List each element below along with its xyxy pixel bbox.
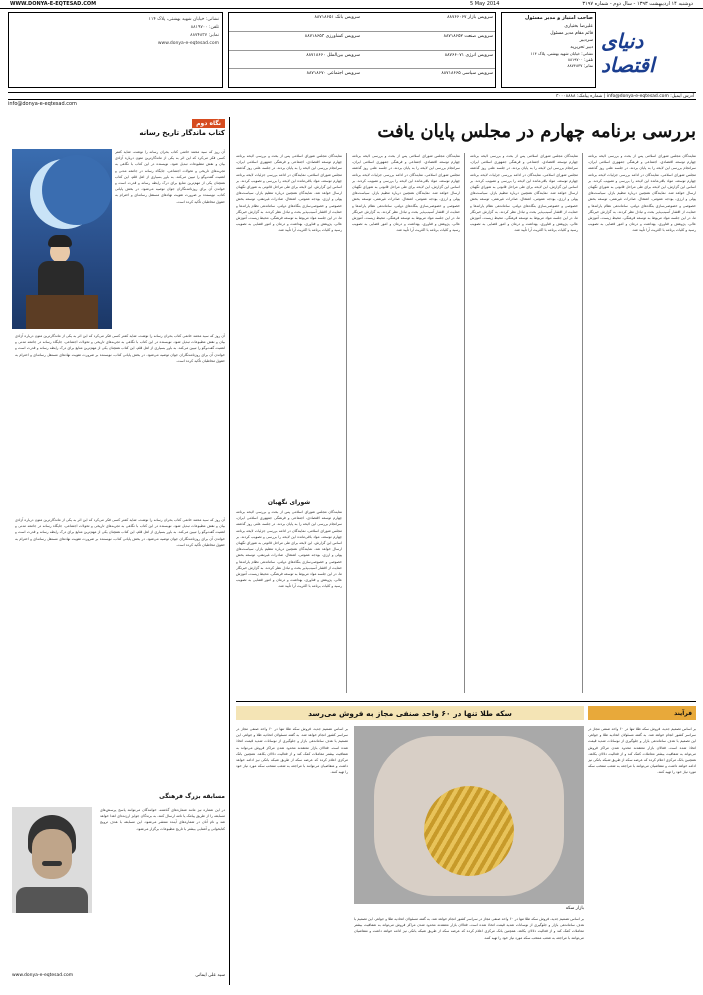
sidebar-body-top: آن روز که سید محمد خاتمی کتاب بحران رسانه را نوشت، شاید کمتر کسی فکر می‌کرد که این اثر به یکی از ماندگارترین متون درباره آزادی بیان و نقش مطبوعات تبدیل شود. نویسنده در این کتاب با نگاهی به تجربه‌های تاریخی و تحولات اجتماعی، جایگاه رسانه در جامعه مدنی و اهمیت گفت‌وگو را تبیین می‌کند. به باور بسیاری از اهل قلم، این کتاب همچنان یکی از مهم‌ترین منابع برای درک رابطه رسانه و قدرت است و خواندن آن برای روزنامه‌نگاران جوان توصیه می‌شود. در بخش پایانی کتاب، نویسنده بر ضرورت تقویت نهادهای مستقل رسانه‌ای و احترام به حقوق مخاطبان تأکید کرده است. — [115, 150, 225, 204]
info-bar — [8, 92, 696, 100]
phone-label-1: سرویس بازار — [467, 15, 493, 20]
phone-label-2: سرویس بانک — [335, 15, 360, 20]
sidebar-bottom-photo — [12, 807, 92, 913]
coin-title: سکه طلا تنها در ۶۰ واحد صنفی مجاز به فروش می‌رسد — [308, 708, 512, 718]
col-sep-2 — [464, 153, 465, 693]
sidebar-tag-text: نگاه دوم — [196, 120, 221, 127]
editor-name-4: دبیر تحریریه — [570, 45, 593, 50]
phone-3: ۸۸۷۱۸۶۵۲ — [443, 33, 463, 39]
phone-1: ۸۸۷۶۶۰۶۷ — [447, 15, 467, 20]
editor-box — [501, 12, 596, 88]
coin-tag — [588, 706, 696, 720]
editor-name-1: علیرضا بختیاری — [564, 24, 593, 29]
subhead-council: شورای نگهبان — [267, 499, 311, 506]
coin-photo-caption: بازار سکه — [565, 906, 584, 911]
left-contact-3: نمابر: ۸۸۷۴۸۳۷ — [190, 33, 219, 38]
editor-name-3: سردبیر — [579, 38, 593, 43]
coin-col-left: بر اساس تصمیم جدید، فروش سکه طلا تنها در ۶۰ واحد صنفی مجاز در سراسر کشور انجام خواهد شد. به گفته مسئولان اتحادیه طلا و جواهر، این تصمیم با هدف ساماندهی بازار و جلوگیری از نوسانات شدید قیمت اتخاذ شده است. فعالان بازار معتقدند محدود شدن مراکز فروش می‌تواند به شفافیت بیشتر معاملات کمک کند و از فعالیت دلالان بکاهد. همچنین بانک مرکزی اعلام کرده که عرضه سکه از طریق شبکه بانکی نیز ادامه خواهد داشت و متقاضیان می‌توانند با مراجعه به شعب منتخب سکه مورد نیاز خود را تهیه کنند. — [236, 727, 348, 775]
left-contact-1: نشانی: خیابان شهید بهشتی، پلاک ۱۱۴ — [148, 17, 219, 22]
col-sep-3 — [346, 153, 347, 693]
main-article — [236, 117, 696, 695]
logo-text: دنیای اقتصاد — [601, 29, 655, 77]
coin-tag-text: فرآیند — [674, 709, 692, 717]
main-col-3: نمایندگان مجلس شورای اسلامی پس از بحث و بررسی لایحه برنامه چهارم توسعه اقتصادی، اجتماعی و فرهنگی جمهوری اسلامی ایران، سرانجام بررسی این لایحه را به پایان بردند. در جلسه علنی روز گذشته مجلس شورای اسلامی، نمایندگان در ادامه بررسی جزئیات لایحه برنامه چهارم توسعه، مواد باقی‌مانده این لایحه را بررسی و تصویب کردند. بر اساس این گزارش، این لایحه برای طی مراحل قانونی به شورای نگهبان ارسال خواهد شد. نمایندگان همچنین درباره تنظیم بازار، سیاست‌های پولی و ارزی، بودجه عمومی، اشتغال، صادرات غیرنفتی، توسعه بخش خصوصی و خصوصی‌سازی بنگاه‌های دولتی، ساماندهی نظام یارانه‌ها و حمایت از اقشار آسیب‌پذیر بحث و تبادل نظر کردند. به گزارش خبرنگار ما، در این جلسه مواد مربوط به توسعه فرهنگی، محیط زیست، آموزش عالی، پژوهش و فناوری، بهداشت و درمان و امور قضایی به تصویب رسید و کلیات برنامه با اکثریت آرا تأیید شد. — [352, 154, 460, 233]
main-col-4b: نمایندگان مجلس شورای اسلامی پس از بحث و بررسی لایحه برنامه چهارم توسعه اقتصادی، اجتماعی و فرهنگی جمهوری اسلامی ایران، سرانجام بررسی این لایحه را به پایان بردند. در جلسه علنی روز گذشته مجلس شورای اسلامی، نمایندگان در ادامه بررسی جزئیات لایحه برنامه چهارم توسعه، مواد باقی‌مانده این لایحه را بررسی و تصویب کردند. بر اساس این گزارش، این لایحه برای طی مراحل قانونی به شورای نگهبان ارسال خواهد شد. نمایندگان همچنین درباره تنظیم بازار، سیاست‌های پولی و ارزی، بودجه عمومی، اشتغال، صادرات غیرنفتی، توسعه بخش خصوصی و خصوصی‌سازی بنگاه‌های دولتی، ساماندهی نظام یارانه‌ها و حمایت از اقشار آسیب‌پذیر بحث و تبادل نظر کردند. به گزارش خبرنگار ما، در این جلسه مواد مربوط به توسعه فرهنگی، محیط زیست، آموزش عالی، پژوهش و فناوری، بهداشت و درمان و امور قضایی به تصویب رسید و کلیات برنامه با اکثریت آرا تأیید شد. — [236, 510, 342, 589]
photo-coin-stack — [424, 786, 514, 876]
left-contact-2: تلفن: ۸۸۱۹۷۰۰ — [190, 25, 219, 30]
sidebar-bottom-body: در این شماره نیز مانند شماره‌های گذشته، خوانندگان می‌توانند پاسخ پرسش‌های مسابقه را از طریق پیامک یا نامه ارسال کنند. به برندگان جوایز ارزنده‌ای اهدا خواهد شد و نام آنان در شماره‌های آینده منتشر می‌شود. این مسابقه با هدف ترویج کتابخوانی و آشنایی بیشتر با تاریخ مطبوعات برگزار می‌شود. — [100, 808, 225, 831]
main-col-2: نمایندگان مجلس شورای اسلامی پس از بحث و بررسی لایحه برنامه چهارم توسعه اقتصادی، اجتماعی و فرهنگی جمهوری اسلامی ایران، سرانجام بررسی این لایحه را به پایان بردند. در جلسه علنی روز گذشته مجلس شورای اسلامی، نمایندگان در ادامه بررسی جزئیات لایحه برنامه چهارم توسعه، مواد باقی‌مانده این لایحه را بررسی و تصویب کردند. بر اساس این گزارش، این لایحه برای طی مراحل قانونی به شورای نگهبان ارسال خواهد شد. نمایندگان همچنین درباره تنظیم بازار، سیاست‌های پولی و ارزی، بودجه عمومی، اشتغال، صادرات غیرنفتی، توسعه بخش خصوصی و خصوصی‌سازی بنگاه‌های دولتی، ساماندهی نظام یارانه‌ها و حمایت از اقشار آسیب‌پذیر بحث و تبادل نظر کردند. به گزارش خبرنگار ما، در این جلسه مواد مربوط به توسعه فرهنگی، محیط زیست، آموزش عالی، پژوهش و فناوری، بهداشت و درمان و امور قضایی به تصویب رسید و کلیات برنامه با اکثریت آرا تأیید شد. — [470, 154, 578, 233]
col-sep-1 — [582, 153, 583, 693]
photo-person-turban — [48, 235, 72, 247]
main-col-4a: نمایندگان مجلس شورای اسلامی پس از بحث و بررسی لایحه برنامه چهارم توسعه اقتصادی، اجتماعی و فرهنگی جمهوری اسلامی ایران، سرانجام بررسی این لایحه را به پایان بردند. در جلسه علنی روز گذشته مجلس شورای اسلامی، نمایندگان در ادامه بررسی جزئیات لایحه برنامه چهارم توسعه، مواد باقی‌مانده این لایحه را بررسی و تصویب کردند. بر اساس این گزارش، این لایحه برای طی مراحل قانونی به شورای نگهبان ارسال خواهد شد. نمایندگان همچنین درباره تنظیم بازار، سیاست‌های پولی و ارزی، بودجه عمومی، اشتغال، صادرات غیرنفتی، توسعه بخش خصوصی و خصوصی‌سازی بنگاه‌های دولتی، ساماندهی نظام یارانه‌ها و حمایت از اقشار آسیب‌پذیر بحث و تبادل نظر کردند. به گزارش خبرنگار ما، در این جلسه مواد مربوط به توسعه فرهنگی، محیط زیست، آموزش عالی، پژوهش و فناوری، بهداشت و درمان و امور قضایی به تصویب رسید و کلیات برنامه با اکثریت آرا تأیید شد. — [236, 154, 342, 233]
left-contact-4[interactable]: www.donya-e-eqtesad.com — [157, 41, 219, 46]
coin-photo — [354, 726, 584, 904]
bottom-photo-mustache — [42, 861, 62, 866]
left-contact-block — [8, 12, 223, 88]
contact-3: نمابر: ۸۸۷۴۸۳۷ — [567, 63, 593, 68]
main-col-1: نمایندگان مجلس شورای اسلامی پس از بحث و بررسی لایحه برنامه چهارم توسعه اقتصادی، اجتماعی و فرهنگی جمهوری اسلامی ایران، سرانجام بررسی این لایحه را به پایان بردند. در جلسه علنی روز گذشته مجلس شورای اسلامی، نمایندگان در ادامه بررسی جزئیات لایحه برنامه چهارم توسعه، مواد باقی‌مانده این لایحه را بررسی و تصویب کردند. بر اساس این گزارش، این لایحه برای طی مراحل قانونی به شورای نگهبان ارسال خواهد شد. نمایندگان همچنین درباره تنظیم بازار، سیاست‌های پولی و ارزی، بودجه عمومی، اشتغال، صادرات غیرنفتی، توسعه بخش خصوصی و خصوصی‌سازی بنگاه‌های دولتی، ساماندهی نظام یارانه‌ها و حمایت از اقشار آسیب‌پذیر بحث و تبادل نظر کردند. به گزارش خبرنگار ما، در این جلسه مواد مربوط به توسعه فرهنگی، محیط زیست، آموزش عالی، پژوهش و فناوری، بهداشت و درمان و امور قضایی به تصویب رسید و کلیات برنامه با اکثریت آرا تأیید شد. — [588, 154, 696, 233]
masthead — [8, 12, 696, 107]
sidebar-title: کتاب ماندگار تاریخ رسانه — [139, 129, 225, 137]
sidebar-photo — [12, 149, 112, 329]
contact-1: نشانی: خیابان شهید بهشتی، پلاک ۱۱۴ — [530, 51, 593, 56]
phone-label-8: سرویس اجتماعی — [327, 71, 360, 77]
bottom-photo-face — [32, 829, 72, 879]
phone-label-7: سرویس سیاسی — [462, 71, 493, 77]
bottom-photo-shirt — [16, 887, 88, 913]
coin-title-bar — [236, 706, 584, 720]
coin-col-mid: بر اساس تصمیم جدید، فروش سکه طلا تنها در ۶۰ واحد صنفی مجاز در سراسر کشور انجام خواهد شد. به گفته مسئولان اتحادیه طلا و جواهر، این تصمیم با هدف ساماندهی بازار و جلوگیری از نوسانات شدید قیمت اتخاذ شده است. فعالان بازار معتقدند محدود شدن مراکز فروش می‌تواند به شفافیت بیشتر معاملات کمک کند و از فعالیت دلالان بکاهد. همچنین بانک مرکزی اعلام کرده که عرضه سکه از طریق شبکه بانکی نیز ادامه خواهد داشت و متقاضیان می‌توانند با مراجعه به شعب منتخب سکه مورد نیاز خود را تهیه کنند. — [354, 917, 584, 940]
email-link[interactable]: info@donya-e-eqtesad.com — [8, 101, 77, 107]
sidebar-bottom-title: مسابقه بزرگ فرهنگی — [159, 793, 225, 800]
date-english: 5 May 2014 — [470, 1, 500, 7]
phone-label-4: سرویس کشاورزی — [325, 33, 360, 39]
editor-title: صاحب امتیاز و مدیر مسئول — [525, 15, 593, 21]
phone-4: ۸۸۷۱۸۶۵۳ — [304, 33, 325, 39]
contact-2: تلفن: ۸۸۱۹۷۰۰ — [567, 57, 593, 62]
phone-label-6: سرویس بین‌الملل — [326, 52, 360, 58]
phone-5: ۸۸۷۶۶۰۷۱ — [444, 52, 465, 58]
phone-label-3: سرویس صنعت — [464, 33, 493, 39]
info-bar-text: آدرس ایمیل: info@donya-e-eqtesad.com | شماره پیامک: ۳۰۰۰۸۸۸۸ — [556, 94, 694, 99]
sidebar — [8, 117, 230, 985]
sidebar-body-more: آن روز که سید محمد خاتمی کتاب بحران رسانه را نوشت، شاید کمتر کسی فکر می‌کرد که این اثر به یکی از ماندگارترین متون درباره آزادی بیان و نقش مطبوعات تبدیل شود. نویسنده در این کتاب با نگاهی به تجربه‌های تاریخی و تحولات اجتماعی، جایگاه رسانه در جامعه مدنی و اهمیت گفت‌وگو را تبیین می‌کند. به باور بسیاری از اهل قلم، این کتاب همچنان یکی از مهم‌ترین منابع برای درک رابطه رسانه و قدرت است و خواندن آن برای روزنامه‌نگاران جوان توصیه می‌شود. در بخش پایانی کتاب، نویسنده بر ضرورت تقویت نهادهای مستقل رسانه‌ای و احترام به حقوق مخاطبان تأکید کرده است. — [15, 518, 225, 547]
sidebar-body-full: آن روز که سید محمد خاتمی کتاب بحران رسانه را نوشت، شاید کمتر کسی فکر می‌کرد که این اثر به یکی از ماندگارترین متون درباره آزادی بیان و نقش مطبوعات تبدیل شود. نویسنده در این کتاب با نگاهی به تجربه‌های تاریخی و تحولات اجتماعی، جایگاه رسانه در جامعه مدنی و اهمیت گفت‌وگو را تبیین می‌کند. به باور بسیاری از اهل قلم، این کتاب همچنان یکی از مهم‌ترین منابع برای درک رابطه رسانه و قدرت است و خواندن آن برای روزنامه‌نگاران جوان توصیه می‌شود. در بخش پایانی کتاب، نویسنده بر ضرورت تقویت نهادهای مستقل رسانه‌ای و احترام به حقوق مخاطبان تأکید کرده است. — [15, 334, 225, 363]
sidebar-bottom-credit: سید علی ایمانی — [195, 973, 225, 978]
editor-name-2: قائم مقام مدیر مسئول — [550, 31, 593, 36]
sidebar-bottom-url[interactable]: www.donya-e-eqtesad.com — [12, 973, 74, 978]
coin-article — [236, 701, 696, 985]
phone-2: ۸۸۷۱۸۶۵۱ — [314, 15, 334, 20]
phone-8: ۸۸۷۱۸۶۷۰ — [306, 71, 326, 77]
sidebar-tag — [192, 119, 225, 128]
photo-podium — [26, 295, 98, 329]
main-title: بررسی برنامه چهارم در مجلس پایان یافت — [377, 121, 696, 142]
photo-moon-shadow — [42, 155, 112, 225]
top-bar — [0, 0, 703, 9]
logo — [601, 18, 696, 88]
phone-label-5: سرویس انرژی — [465, 52, 493, 58]
phone-6: ۸۸۷۱۸۶۶۰ — [306, 52, 326, 58]
issue-info: دوشنبه ۱۴ اردیبهشت ۱۳۹۳ - سال دوم - شماره ۳۱۹۷ — [582, 1, 693, 7]
coin-col-right: بر اساس تصمیم جدید، فروش سکه طلا تنها در ۶۰ واحد صنفی مجاز در سراسر کشور انجام خواهد شد. به گفته مسئولان اتحادیه طلا و جواهر، این تصمیم با هدف ساماندهی بازار و جلوگیری از نوسانات شدید قیمت اتخاذ شده است. فعالان بازار معتقدند محدود شدن مراکز فروش می‌تواند به شفافیت بیشتر معاملات کمک کند و از فعالیت دلالان بکاهد. همچنین بانک مرکزی اعلام کرده که عرضه سکه از طریق شبکه بانکی نیز ادامه خواهد داشت و متقاضیان می‌توانند با مراجعه به شعب منتخب سکه مورد نیاز خود را تهیه کنند. — [588, 727, 696, 775]
phones-grid — [228, 12, 496, 88]
phone-7: ۸۸۷۱۸۶۶۵ — [441, 71, 461, 77]
top-url[interactable]: WWW.DONYA-E-EQTESAD.COM — [10, 1, 97, 7]
